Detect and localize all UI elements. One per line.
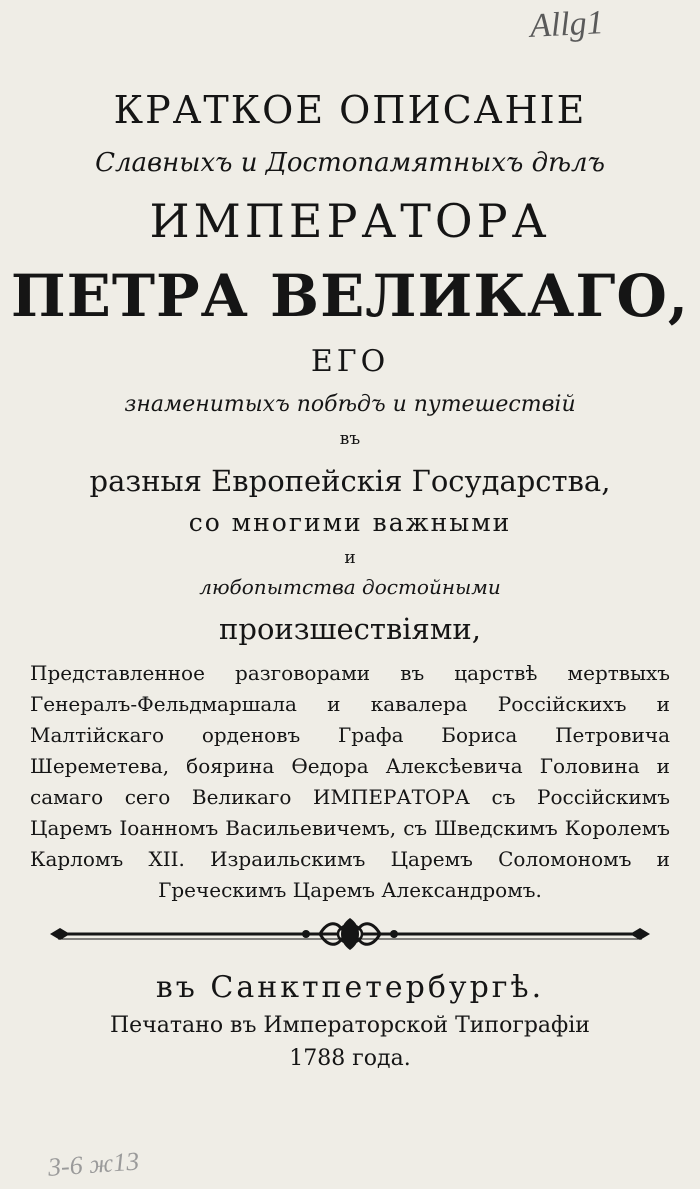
title-line-3: ИМПЕРАТОРА xyxy=(149,194,551,248)
title-line-4: ПЕТРА ВЕЛИКАГО, xyxy=(10,262,690,330)
title-line-1: КРАТКОЕ ОПИСАНІЕ xyxy=(113,88,587,132)
title-line-8: разныя Европейскія Государства, xyxy=(89,464,611,498)
title-line-11: любопытства достойными xyxy=(199,575,501,599)
title-line-7: въ xyxy=(339,429,361,449)
description-paragraph: Представленное разговорами въ царствѣ мертвыхъ Генералъ-Фельдмаршала и кавалера Россійскихъ и Малтійскаго орденовъ Графа Бориса Петровича Шереметева, боярина Ѳедора Алексѣевича Головина и самаго сего Великаго ИМПЕРАТОРА съ Россійскимъ Царемъ Іоанномъ Васильевичемъ, съ Шведскимъ Королемъ Карломъ XII. Израильскимъ Царемъ Соломономъ и Греческимъ Царемъ Александромъ. xyxy=(30,661,670,902)
title-line-10: и xyxy=(344,548,356,568)
handwritten-shelfmark: Allg1 xyxy=(529,4,605,45)
title-line-2: Славныхъ и Достопамятныхъ дѣлъ xyxy=(95,148,605,178)
title-line-6: знаменитыхъ побѣдъ и путешествій xyxy=(124,392,576,417)
title-line-9: со многими важными xyxy=(188,508,512,537)
imprint-printer: Печатано въ Императорской Типографіи xyxy=(110,1013,590,1038)
imprint-place: въ Санктпетербургѣ. xyxy=(155,970,545,1005)
title-line-5: ЕГО xyxy=(310,344,390,379)
title-line-12: произшествіями, xyxy=(219,612,481,646)
ornamental-rule-icon xyxy=(50,912,650,956)
imprint-year: 1788 года. xyxy=(289,1046,411,1071)
pencil-annotation: 3-6 ж13 xyxy=(46,1146,141,1182)
